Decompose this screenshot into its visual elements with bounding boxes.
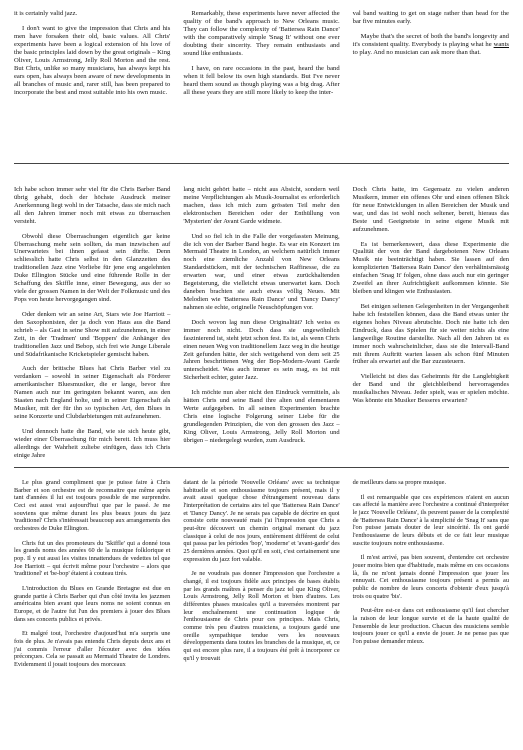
paragraph: Bei einigen seltenen Gelegenheiten in der Vergangenheit habe ich feststellen können, dass die Band etwas unter ihr eigenes hohes Niveau abrutschte. Doch nie hatte ich den Eindruck, dass das Spielen für sie weiter nichts als eine langweilige Routine darstellte. Nach all den Jahren ist es immer noch wahrscheinlicher, dass sie die Intervall-Band mit ihrem Auftritt warten lassen als schon fünf Minuten früher als erwartet auf die Bar zuzusteuern.	[352, 302, 509, 366]
paragraph: datant de la période 'Nouvelle Orléans' avec sa technique habituelle et son enthousiasme toujours présent, mais il y avait aussi quelque chose d'étrangement nouveau dans l'interprétation de certains airs tel que 'Battersea Rain Dance' et 'Dancy Dancy'. Je ne serais pas capable de décrire en quoi consiste cette nouveauté mais j'ai l'impression que Chris a peut-être découvert un chemin original menant du jazz classique à celui de nos jours, entièrement différent de celui qui passa par les périodes 'bop', 'moderne' et 'avant-garde' des 25 dernières années. Quoi qu'il en soit, c'est certainement une expression du jazz fort valable.	[183, 479, 340, 563]
german-article	[14, 186, 509, 458]
text-run: to play. And no musician can ask more than that.	[352, 49, 481, 57]
paragraph: Peut-être est-ce dans cet enthousiasme qu'il faut chercher la raison de leur longue survie et de la haute qualité de l'ensemble de leur production. Chacun des musiciens semble toujours jouer ce qu'il a envie de jouer. Je ne pense pas que l'on puisse demander mieux.	[352, 607, 509, 646]
paragraph	[353, 33, 509, 57]
text-run: Maybe that's the secret of both the band's longevity and it's consistent quality. Everybody is playing what he	[352, 33, 509, 49]
paragraph: Il est remarquable que ces expériences n'aient en aucun cas affecté la manière avec l'orchestre a continué d'interpréter le jazz 'Nouvelle Orléans', ils peuvent passer de la complexité de 'Battersea Rain Dance' à la simplicité de 'Snag It' sans que l'on puisse jamais douter de leur sincérité. Ils ont gardé l'enthousiasme de leurs débuts et de ce fait leur musique suscite toujours notre enthousiasme.	[352, 493, 509, 547]
paragraph: I don't want to give the impression that Chris and his men have forsaken their old, basic values. All Chris' experiments have been a logical extension of his love of the basic principles laid down by the great originals – King Oliver, Louis Armstrong, Jelly Roll Morton and the rest. But Chris, unlike so many musicians, has always kept his ears open, has always been aware of new developments in all branches of music and, rarer still, has been prepared to incorporate the best and most suitable into his own music.	[14, 25, 171, 97]
paragraph: Chris fut un des promoteurs du 'Skiffle' qui a donné tous les grands noms des années 60 de la musique folklorique et pop. Il y eut aussi les visites innattendues de vedettes tel que Joe Harriott – qui écrivit même pour l'orchestre – alors que 'traditionel' et 'be-bop' étaient à couteau tirés.	[14, 539, 171, 578]
paragraph: Und dennoch hatte die Band, wie sie sich heute gibt, wieder einer Überraschung für mich bereit. Ich muss hier allerdings der Wahrheit zuliebe einfügen, dass ich Chris einige Jahre	[14, 427, 171, 459]
paragraph: val band waiting to get on stage rather than head for the bar five minutes early.	[352, 10, 509, 26]
french-column-2	[183, 479, 339, 745]
english-column-1	[14, 10, 170, 150]
french-article	[14, 479, 509, 745]
paragraph: Obwohl diese Überraschungen eigentlich gar keine Überraschung mehr sein sollten, da man inzwischen auf Unerwartetes bei ihnen gefasst sein dürfte. Denn schliesslich hatte Chris selbst in den Glanzzeiten des traditionellen Jazz eine Vorliebe für jene eng angelehnten Duke Ellington Stücke und eine führende Rolle in der Schaffung des Skiffle inne, einer Bewegung, aus der so viele der grossen Namen in der Welt der Folkmusic und des Pops von heute hervorgegangen sind.	[14, 232, 171, 303]
paragraph: I have, on rare occasions in the past, heard the band when it fell below its own high standards. But I've never heard them sound as though playing was a big drag. After all these years they are still more likely to keep the inter-	[183, 65, 340, 97]
paragraph: Auch der britische Blues hat Chris Barber viel zu verdanken – sowohl in seiner Eigenschaft als Förderer amerikanischer Bluesmusiker, die er lange, bevor ihre Namen auch nur im geringsten bekannt waren, aus den Staaten nach England holte, und in seiner Eigenschaft als Musiker, mit der für ihn so typischen Art, den Blues in seine Konzerte und Clubdarbietungen mit aufzunehmen.	[14, 365, 171, 420]
paragraph: de meilleurs dans sa propre musique.	[352, 479, 447, 486]
paragraph: it is certainly valid jazz.	[14, 10, 78, 17]
german-column-1	[14, 186, 170, 458]
paragraph: Oder denken wir an seine Art, Stars wie Joe Harriott – den Saxophonisten, der ja doch von Haus aus die Band schrieb – als Gast in seine Show mit aufzunehmen, in einer Zeit, in der 'Tradmen' und 'Boppers' die Anhänger des traditionellen Jazz und Bebop, sich frei wie Junge Liberale und Südafrikanische Kricketspieler gemischt haben.	[14, 310, 171, 358]
paragraph: L'introduction du Blues en Grande Bretagne est due en grande partie à Chris Barber qui d'un côté invita les jazzmen américains bien avant que leurs noms ne soient connus en Europe, et de l'autre fut l'un des premiers à jouer des Blues dans ses concerts publics et privés.	[14, 585, 171, 623]
paragraph: Es ist bemerkenswert, dass diese Experimente die Qualität der von der Band dargebotenen New Orleans Musik nie beeinträchtigt haben. Sie lassen auf den komplizierten 'Battersea Rain Dance' den verhältnismässig einfachen 'Snag It' folgen, ohne dass auch nur ein geringer Zweifel an ihrer Aufrichtigkeit aufkommen könnte. Sie bleiben und klingen wie Enthusiasten.	[352, 240, 509, 296]
paragraph: Ich möchte nun aber nicht den Eindruck vermitteln, als hätten Chris und seine Band ihre alten und elementaren Werte aufgegeben. In all seinen Experimenten brachte Chris eine logische Folgerung seiner Liebe für die grundlegenden Prinzipien, die von den grossen des Jazz – King Oliver, Louis Armstrong, Jelly Roll Morton und übrigen – niedergelegt wurden, zum Ausdruck.	[183, 389, 340, 444]
english-column-2	[183, 10, 339, 150]
paragraph: Doch Chris hatte, im Gegensatz zu vielen anderen Musikern, immer ein offenes Ohr und einen offenen Blick für neue Entwicklungen in allen Bereichen der Musik und war, und das ist wohl noch seltener, bereit, hieraus das Beste und Geeignetste in seine eigene Musik mit aufzunehmen.	[352, 186, 509, 233]
paragraph: Remarkably, these experiments have never affected the quality of the band's approach to New Orleans music. They can follow the complexity of 'Battersea Rain Dance' with the comparatively simple 'Snag It' without one ever doubting their sincerity. They remain enthusiasts and sound like enthusiasts.	[183, 10, 340, 58]
german-column-2	[183, 186, 339, 458]
english-article	[14, 10, 509, 150]
paragraph: Doch wovon lag nun diese Originalität? Ich weiss es immer noch nicht. Doch dass sie ungewöhnlich faszinierend ist, steht jetzt schon fest. Es ist, als wenn Chris einen neuen Weg von traditionellem Jazz weg in die heutige Zeit gefunden hätte, der sich weitgehend von dem seit 25 Jahren beschrittenen Weg der Bop-Modern-Avant Garde unterscheidet. Was auch immer es sein mag, es ist mit Sicherheit echter, guter Jazz.	[183, 318, 340, 382]
section-divider	[14, 467, 509, 468]
paragraph: Le plus grand compliment que je puisse faire à Chris Barber et son orchestre est de reconnaitre que même après tant d'années il lui est toujours possible de me surprendre. Ceci est aussi vrai aujourd'hui que par le passé. Je me souviens que même durant les plus beaux jours du jazz 'traditionel' Chris s'intéressait beaucoup aux arrangements des orchestres de Duke Ellington.	[14, 479, 171, 533]
french-column-3	[353, 479, 509, 745]
paragraph: Et malgré tout, l'orchestre d'aujourd'hui m'a surpris une fois de plus. Je n'avais pas entendu Chris depuis deux ans et j'ai commis l'erreur d'aller l'écouter avec des idées préconçues. Cela se passait au Mermaid Theatre de Londres. Evidemment il jouait toujours des morceaux	[14, 630, 171, 669]
german-column-3	[353, 186, 509, 458]
paragraph: Ich habe schon immer sehr viel für die Chris Barber Band übrig gehabt, doch der höchste Ausdruck meiner Anerkennung liegt wohl in der Tatsache, dass sie mich nach all den Jahren immer noch mit etwas zu überraschen versteht.	[14, 186, 171, 225]
underlined-word: wants	[493, 41, 509, 49]
section-divider	[14, 163, 509, 164]
paragraph: Il m'est arrivé, pas bien souvent, d'entendre cet orchestre jouer moins bien que d'habitude, mais même en ces occasions là, ils ne m'ont jamais donné l'impression que jouer les ennuyait. Cet enthousiasme toujours présent a permis au public de nombre de leurs concerts d'obtenir d'eux jusqu'à trois ou quatre 'bis'.	[352, 554, 509, 600]
paragraph: lang nicht gehört hatte – nicht aus Absicht, sondern weil meine Verpflichtungen als Musik-Journalist es erforderlich machen, dass ich mich zum grössten Teil mehr den elektronischen Bereichen oder der Enthüllung von 'Mysterien' der Avant Garde widmete.	[183, 186, 340, 225]
french-column-1	[14, 479, 170, 745]
english-column-3	[353, 10, 509, 150]
paragraph: Und so fiel ich in die Falle der vorgefassten Meinung, die ich von der Barber Band hegte. Es war ein Konzert im Mermaid Theatre in London, an welchem natürlich immer noch eine ziemliche Anzahl von New Orleans Standardstücken, mit der technischen Raffinesse, die zu erwarten war, und einer etwas zurückhaltenden Begeisterung, die vielleicht etwas unerwartet kam. Doch daneben brachten sie auch etwas völlig Neues. Mit Melodien wie 'Battersea Rain Dance' und 'Dancy Dancy' nahmen sie echte, originelle Neuschöpfungen vor.	[183, 232, 340, 311]
paragraph: Vielleicht ist dies das Geheimnis für die Langlebigkeit der Band und ihr gleichbleibend hervorragendes musikalisches Niveau. Jeder spielt, was er spielen möchte. Was könnte ein Musiker Besseres erwarten?	[352, 373, 509, 405]
paragraph: Je ne voudrais pas donner l'impression que l'orchestre a changé, il est toujours fidèle aux principes de bases établis par les grands maîtres à penser du jazz tel que King Oliver, Louis Armstrong, Jelly Roll Morton et bien d'autres. Les différentes phases musicales qu'il a traversées montrent par leur enchaînement une continuation logique de l'enthousiasme de Chris pour ces principes. Mais Chris, comme très peu d'autres musiciens, a toujours gardé une oreille sympathique tendue vers les nouveaux développements dans toutes les branches de la musique, et, ce qui est encore plus rare, il a toujours été prêt à incorporer ce qu'il y trouvait	[183, 570, 340, 662]
